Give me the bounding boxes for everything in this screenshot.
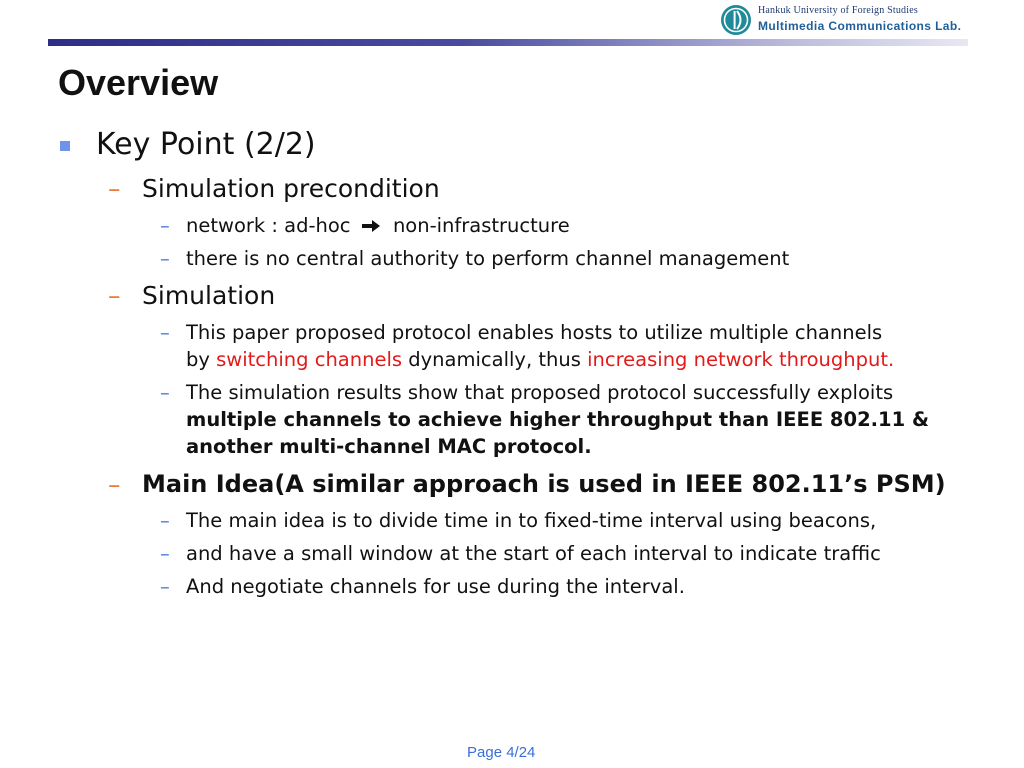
section-heading-simulation: Simulation [142,281,276,310]
dash-bullet: – [160,509,170,532]
by-text: by [186,348,210,371]
dash-bullet: – [160,321,170,344]
dash-bullet: – [108,174,121,203]
square-bullet-icon [60,141,70,151]
dash-bullet: – [160,575,170,598]
page-number [467,744,535,761]
dash-bullet: – [108,470,121,499]
section-heading-precondition: Simulation precondition [142,174,440,203]
list-item-network [186,214,570,237]
logo-university-name: Hankuk University of Foreign Studies [758,5,918,16]
list-item-protocol-line1: This paper proposed protocol enables hosts to utilize multiple channels [186,321,883,344]
list-item-results-line1: The simulation results show that proposed protocol successfully exploits [186,381,894,404]
list-item-divide-time: The main idea is to divide time in to fixed-time interval using beacons, [186,509,877,532]
list-item-protocol-line2 [186,348,894,371]
slide-title: Overview [58,62,219,103]
page-total: /24 [514,744,536,761]
highlight-switching-channels: switching channels [216,348,403,371]
list-item-results-line3: another multi-channel MAC protocol. [186,435,592,458]
section-heading-main-idea: Main Idea(A similar approach is used in IEEE 802.11’s PSM) [142,470,946,498]
dynamically-text: dynamically, thus [408,348,581,371]
dash-bullet: – [160,542,170,565]
non-infrastructure-text: non-infrastructure [392,214,570,237]
list-item-small-window: and have a small window at the start of each interval to indicate traffic [186,542,881,565]
university-emblem-icon [720,4,752,36]
logo-lab-name: Multimedia Communications Lab. [758,19,962,33]
dash-bullet: – [160,381,170,404]
right-arrow-icon [361,219,381,233]
list-item-negotiate: And negotiate channels for use during the interval. [186,575,685,598]
key-point-heading: Key Point (2/2) [96,127,316,162]
list-item-authority: there is no central authority to perform channel management [186,247,790,270]
dash-bullet: – [160,214,170,237]
list-item-results-line2: multiple channels to achieve higher throughput than IEEE 802.11 & [186,408,929,431]
title-divider-bar [48,39,968,46]
highlight-throughput: increasing network throughput. [587,348,895,371]
network-text: network : ad-hoc [186,214,351,237]
dash-bullet: – [108,281,121,310]
page-label: Page 4 [467,744,515,761]
lab-logo [718,2,1018,38]
dash-bullet: – [160,247,170,270]
